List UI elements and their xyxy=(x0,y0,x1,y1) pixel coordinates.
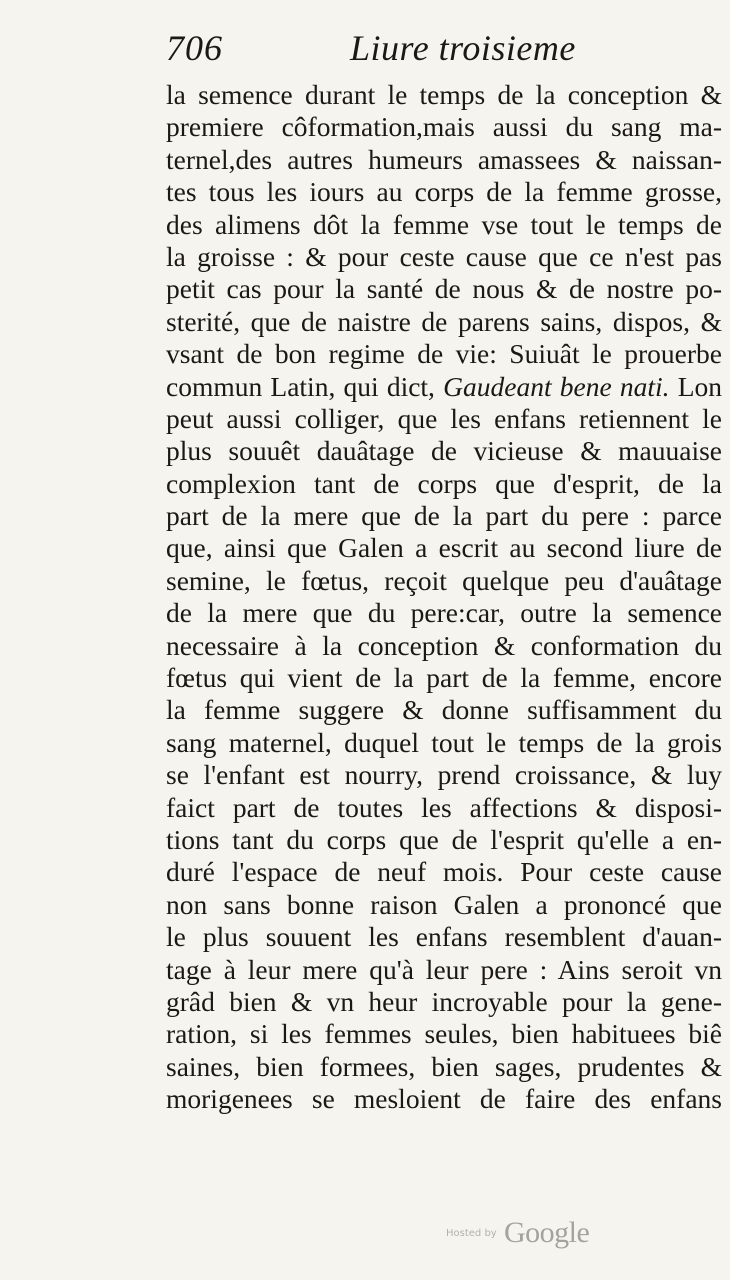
text-line: la semence durant le temps de la conception & xyxy=(166,79,722,110)
text-line: morigenees se mesloient de faire des enfans xyxy=(166,1083,722,1115)
text-line: faict part de toutes les affections & disposi- xyxy=(166,791,722,823)
text-line: semine, le fœtus, reçoit quelque peu d'auâtage xyxy=(166,564,722,596)
text-line: la femme suggere & donne suffisamment du xyxy=(166,694,722,726)
text-line: peut aussi colliger, que les enfans retiennent le xyxy=(166,402,722,434)
text-line: necessaire à la conception & conformation du xyxy=(166,629,722,661)
text-line: se l'enfant est nourry, prend croissance, & luy xyxy=(166,759,722,791)
running-head xyxy=(160,26,580,70)
text-line: que, ainsi que Galen a escrit au second liure de xyxy=(166,532,722,564)
text-line: ternel,des autres humeurs amassees & naissan- xyxy=(166,143,722,175)
watermark-prefix: Hosted by xyxy=(446,1228,497,1239)
text-line: premiere côformation,mais aussi du sang ma- xyxy=(166,111,722,143)
text-line: fœtus qui vient de la part de la femme, encore xyxy=(166,662,722,694)
text-line: duré l'espace de neuf mois. Pour ceste cause xyxy=(166,856,722,888)
page-number: 706 xyxy=(166,28,223,68)
text-line: la groisse : & pour ceste cause que ce n'est pas xyxy=(166,240,722,272)
text-body xyxy=(166,79,722,1116)
latin-proverb: Gaudeant bene nati. xyxy=(443,370,670,402)
text-line-with-quote xyxy=(166,371,722,403)
text-line: sang maternel, duquel tout le temps de la grois xyxy=(166,726,722,758)
google-logo: Google xyxy=(504,1216,590,1249)
text-line: petit cas pour la santé de nous & de nostre po- xyxy=(166,273,722,305)
text-line: saines, bien formees, bien sages, prudentes & xyxy=(166,1050,722,1082)
text-line: des alimens dôt la femme vse tout le temps de xyxy=(166,208,722,240)
text-line-tail: Lon xyxy=(677,370,722,402)
text-line: tes tous les iours au corps de la femme grosse, xyxy=(166,176,722,208)
section-title: Liure troisieme xyxy=(350,28,576,68)
text-line: tage à leur mere qu'à leur pere : Ains seroit vn xyxy=(166,953,722,985)
text-line: tions tant du corps que de l'esprit qu'elle a en- xyxy=(166,823,722,855)
text-line: part de la mere que de la part du pere : parce xyxy=(166,500,722,532)
text-line: ration, si les femmes seules, bien habituees biê xyxy=(166,1018,722,1050)
text-line: plus souuêt dauâtage de vicieuse & mauuaise xyxy=(166,435,722,467)
text-line-lead: commun Latin, qui dict, xyxy=(166,370,435,402)
text-line: de la mere que du pere:car, outre la semence xyxy=(166,597,722,629)
text-line: grâd bien & vn heur incroyable pour la gene- xyxy=(166,985,722,1017)
text-line: sterité, que de naistre de parens sains, dispos, & xyxy=(166,305,722,337)
hosted-by-watermark xyxy=(446,1216,596,1250)
text-line: le plus souuent les enfans resemblent d'auan- xyxy=(166,921,722,953)
text-line: non sans bonne raison Galen a prononcé que xyxy=(166,888,722,920)
text-line: vsant de bon regime de vie: Suiuât le prouerbe xyxy=(166,338,722,370)
text-line: complexion tant de corps que d'esprit, de la xyxy=(166,467,722,499)
